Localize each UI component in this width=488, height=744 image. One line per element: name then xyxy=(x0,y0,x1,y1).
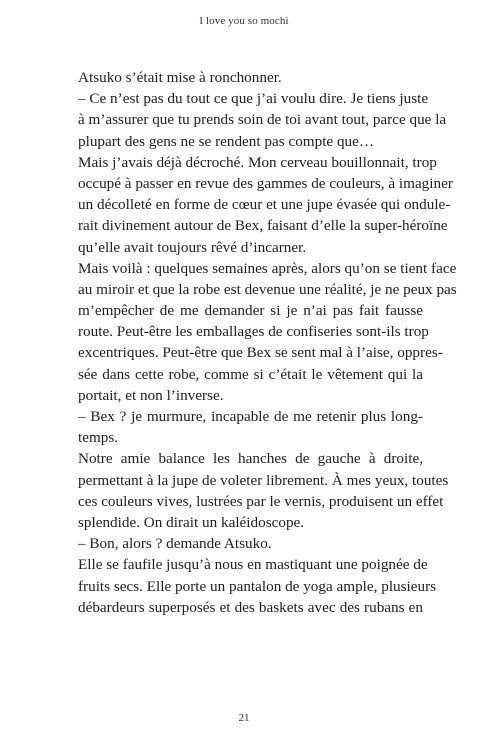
text-line: m’empêcher de me demander si je n’ai pas fait fausse xyxy=(78,302,423,320)
text-line: à m’assurer que tu prends soin de toi avant tout, parce que la xyxy=(78,111,447,129)
text-line: rait divinement autour de Bex, faisant d’elle la super-héroïne xyxy=(78,217,448,235)
text-line: ces couleurs vives, lustrées par le vernis, produisent un effet xyxy=(78,492,444,510)
text-line: qu’elle avait toujours rêvé d’incarner. xyxy=(78,238,307,256)
text-line: sée dans cette robe, comme si c’était le vêtement qui la xyxy=(78,365,423,383)
text-line: au miroir et que la robe est devenue une réalité, je ne peux pas xyxy=(78,280,457,298)
text-line: temps. xyxy=(78,429,119,447)
text-line: portait, et non l’inverse. xyxy=(78,386,224,404)
text-line: débardeurs superposés et des baskets avec des rubans en xyxy=(78,598,423,616)
text-line: occupé à passer en revue des gammes de couleurs, à imaginer xyxy=(78,174,453,192)
text-line: excentriques. Peut-être que Bex se sent mal à l’aise, oppres- xyxy=(78,344,443,362)
body-text xyxy=(78,67,457,618)
text-line: permettant à la jupe de voleter librement. À mes yeux, toutes xyxy=(78,471,449,489)
text-line: – Bon, alors ? demande Atsuko. xyxy=(78,535,272,553)
text-line: Mais j’avais déjà décroché. Mon cerveau bouillonnait, trop xyxy=(78,153,437,171)
text-line: fruits secs. Elle porte un pantalon de yoga ample, plusieurs xyxy=(78,577,437,595)
text-line: route. Peut-être les emballages de confiseries sont-ils trop xyxy=(78,323,429,341)
text-line: – Bex ? je murmure, incapable de me retenir plus long- xyxy=(78,408,423,425)
text-line: un décolleté en forme de cœur et une jupe évasée qui ondule- xyxy=(78,196,451,214)
text-line: splendide. On dirait un kaléidoscope. xyxy=(78,513,305,531)
text-line: – Ce n’est pas du tout ce que j’ai voulu dire. Je tiens juste xyxy=(78,90,429,108)
text-line: plupart des gens ne se rendent pas compte que… xyxy=(78,132,375,150)
text-line: Notre amie balance les hanches de gauche à droite, xyxy=(78,450,423,468)
text-line: Atsuko s’était mise à ronchonner. xyxy=(78,69,282,86)
text-line: Elle se faufile jusqu’à nous en mastiquant une poignée de xyxy=(78,556,428,574)
page-number: 21 xyxy=(238,712,250,724)
running-head: I love you so mochi xyxy=(199,15,289,27)
text-line: Mais voilà : quelques semaines après, alors qu’on se tient face xyxy=(78,259,457,277)
